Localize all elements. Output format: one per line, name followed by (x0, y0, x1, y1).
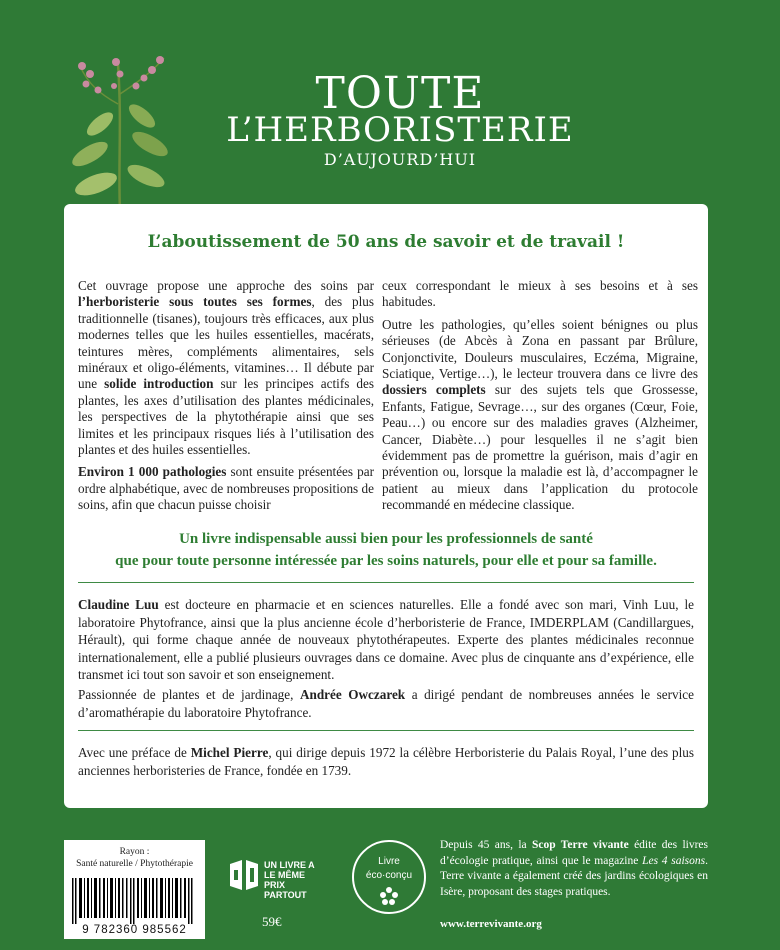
author-bio-2 (78, 686, 694, 721)
eco-label-1: Livre (378, 856, 400, 867)
prix-line: PARTOUT (264, 890, 307, 900)
text-run: sur les principes actifs des plantes, les axes d’utilisation des plantes médicinales, les perspectives de la phytothérapie ainsi que ses limites et les principaux risques liés à l’utilisation des plantes et des huiles essentielles. (78, 376, 374, 458)
divider (78, 582, 694, 583)
barcode-box (64, 840, 205, 939)
rayon-title: Rayon : (119, 847, 150, 857)
magazine-name: Les 4 saisons (642, 854, 706, 867)
bold-text-run: l’herboristerie sous toutes ses formes (78, 294, 312, 310)
text-run: Passionnée de plantes et de jardinage, (78, 687, 300, 702)
bold-text-run: Environ 1 000 pathologies (78, 464, 227, 480)
text-run: est docteure en pharmacie et en sciences naturelles. Elle a fondé avec son mari, Vinh Luu, le laboratoire Phytofrance, ainsi que la plus ancienne école d’herboristerie de France, IMDERPLAM (Candillargues, Hérault), qui forme chaque année de nouveaux phytothérapeutes. Experte des plantes médicinales reconnue internationalement, elle a publié plusieurs ouvrages dans ce domaine. Avec plus de cinquante ans d’expérience, elle transmet ici tout son savoir et son enseignement. (78, 597, 694, 682)
description-column-right (382, 278, 698, 520)
summary-panel (64, 204, 708, 808)
title-line-3: D’AUJOURD’HUI (323, 150, 477, 169)
author-bio-1 (78, 596, 694, 684)
eco-label-2: éco·conçu (365, 870, 413, 881)
text-run: , qui dirige depuis 1972 la célèbre Herboristerie du Palais Royal, l’une des plus anciennes herboristeries de France, fondée en 1739. (78, 745, 694, 778)
preface-note (78, 744, 694, 779)
text-run: sur des sujets tels que Grossesse, Enfants, Fatigue, Sevrage…, sur des organes (Cœur, Foie, Peau…) ou encore sur des maladies graves (Alzheimer, Cancer, Diabète…) pour lesquelles il ne s’agit bien évidemment pas de promettre la guérison, mais d’agir en prévention ou, lorsque la maladie est là, d’accompagner le patient au mieux dans l’application du protocole recommandé en médecine classique. (382, 382, 698, 513)
text-run: , des plus traditionnelle (tisanes), toujours très efficaces, aux plus modernes telles que les huiles essentielles, macérats, teintures mères, compléments alimentaires, sels minéraux et oligo-éléments, vitamines… Il débute par une (78, 294, 375, 392)
divider (78, 730, 694, 731)
text-run: édite des livres d’écologie pratique, ainsi que le magazine (440, 839, 708, 867)
title-line-1: TOUTE (315, 68, 485, 119)
preface-author-name: Michel Pierre (190, 745, 269, 760)
description-paragraph (78, 464, 374, 513)
bold-text-run: solide introduction (104, 376, 214, 392)
barcode (68, 878, 201, 924)
text-run: a dirigé pendant de nombreuses années le service d’aromathérapie du laboratoire Phytofrance. (78, 687, 695, 720)
text-run: Avec une préface de (78, 745, 191, 760)
prix-line: UN LIVRE A (264, 860, 315, 870)
prix-unique-text (264, 860, 328, 900)
headline: L’aboutissement de 50 ans de savoir et de travail ! (147, 232, 625, 252)
description-paragraph (382, 317, 698, 514)
prix-line: LE MÊME PRIX (264, 870, 306, 890)
description-paragraph (78, 278, 374, 458)
author-name: Andrée Owczarek (299, 687, 406, 702)
text-run: Depuis 45 ans, la (440, 839, 532, 851)
text-run: Outre les pathologies, qu’elles soient bénignes ou plus sérieuses (de Abcès à Zona en passant par Brûlure, Conjonctivite, Douleurs musculaires, Eczéma, Migraine, Sciatique, Vertige…), le lecteur trouvera dans ce livre des (382, 316, 698, 382)
author-name: Claudine Luu (78, 597, 159, 612)
text-run: sont ensuite présentées par ordre alphabétique, avec de nombreuses propositions de soins, afin que chacun puisse choisir (78, 464, 374, 513)
bold-text-run: dossiers complets (382, 382, 486, 398)
sage-plant-illustration (60, 44, 180, 212)
book-price-icon (228, 858, 260, 892)
eco-design-badge (352, 840, 426, 914)
tagline (74, 528, 698, 572)
publisher-name: Scop Terre vivante (531, 839, 629, 851)
price: 59€ (262, 914, 282, 929)
tagline-line-1: Un livre indispensable aussi bien pour les professionnels de santé (179, 531, 593, 547)
prix-unique-logo (228, 858, 328, 900)
title-line-2: L’HERBORISTERIE (226, 110, 574, 150)
flower-icon (379, 886, 399, 906)
text-run: . Terre vivante a également créé des jardins écologiques en Isère, proposant des stages pratiques. (440, 854, 708, 898)
rayon-label (64, 846, 205, 870)
isbn-number: 9 782360 985562 (82, 924, 187, 936)
publisher-note (440, 838, 708, 900)
tagline-line-2: que pour toute personne intéressée par les soins naturels, pour elle et pour sa famille. (115, 553, 657, 569)
description-paragraph: ceux correspondant le mieux à ses besoins et à ses habitudes. (382, 278, 698, 310)
rayon-value: Santé naturelle / Phytothérapie (76, 859, 193, 869)
text-run: Cet ouvrage propose une approche des soins par (78, 278, 374, 293)
publisher-website-link[interactable]: www.terrevivante.org (440, 918, 542, 930)
description-column-left (78, 278, 374, 520)
